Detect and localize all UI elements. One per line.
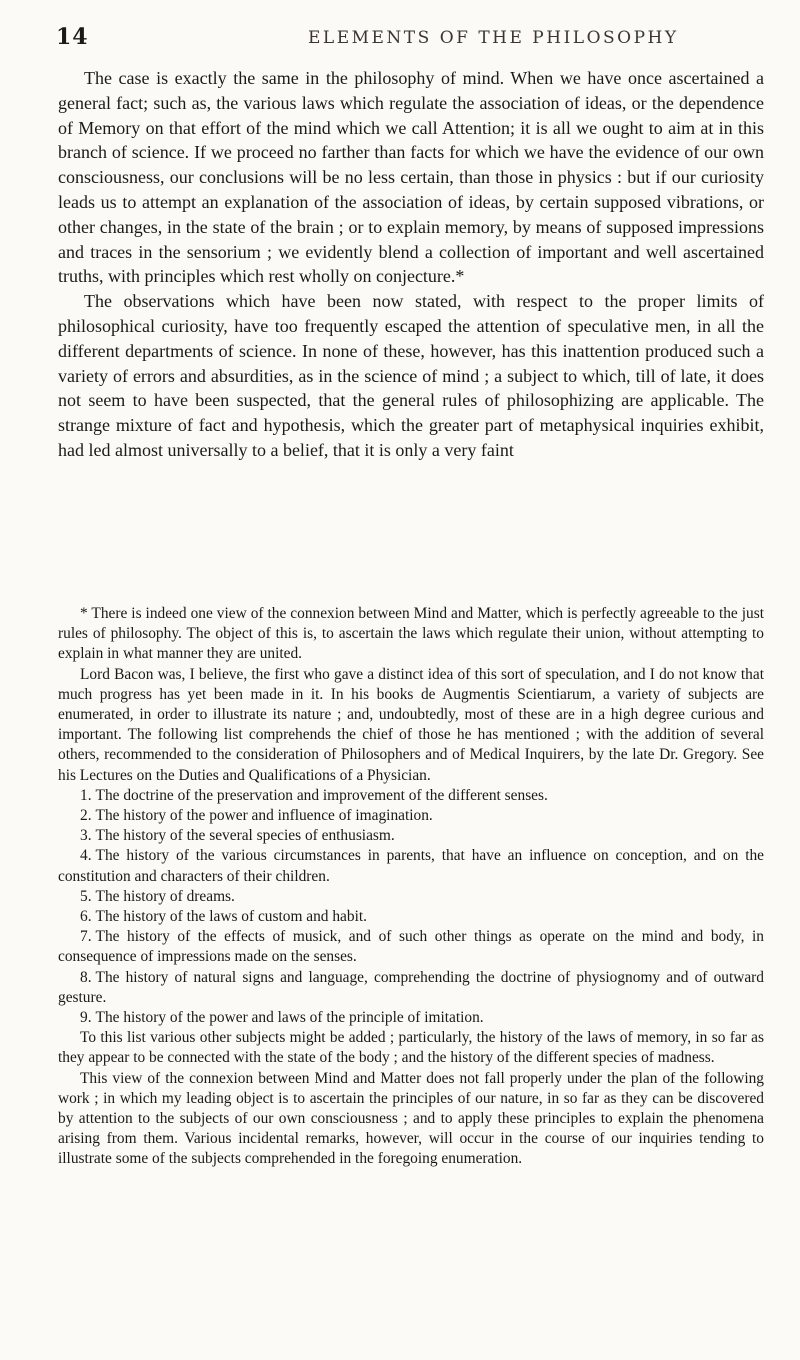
list-item-text: The history of the various circumstances in parents, that have an influence on conception, and on the constitution and characters of their children. — [58, 847, 764, 885]
list-item-number: 7. — [80, 928, 92, 946]
list-item — [58, 846, 764, 886]
list-item — [58, 806, 764, 826]
list-item-number: 3. — [80, 827, 92, 845]
list-item-number: 5. — [80, 887, 92, 905]
list-item-text: The history of the several species of enthusiasm. — [95, 827, 395, 845]
page-number: 14 — [56, 24, 89, 50]
list-item-text: The history of dreams. — [95, 887, 235, 905]
list-item — [58, 968, 764, 1008]
list-item-text: The history of the power and laws of the principle of imitation. — [95, 1009, 484, 1027]
list-item-text: The history of natural signs and language, comprehending the doctrine of physiognomy and of outward gesture. — [58, 968, 764, 1006]
list-item-number: 8. — [80, 968, 92, 986]
footnote-list — [58, 786, 764, 1028]
running-head: ELEMENTS OF THE PHILOSOPHY — [308, 28, 679, 48]
list-item-text: The history of the effects of musick, and of such other things as operate on the mind and body, in consequence of impressions made on the senses. — [58, 928, 764, 966]
paragraph: The observations which have been now stated, with respect to the proper limits of philosophical curiosity, have too frequently escaped the attention of speculative men, in all the different departments of science. In none of these, however, has this inattention produced such a variety of errors and absurdities, as in the science of mind ; a subject to which, till of late, it does not seem to have been suspected, that the general rules of philosophizing are applicable. The strange mixture of fact and hypothesis, which the greater part of metaphysical inquiries exhibit, had led almost universally to a belief, that it is only a very faint — [58, 291, 764, 460]
list-item — [58, 907, 764, 927]
list-item-number: 6. — [80, 908, 92, 926]
page-header — [56, 24, 776, 54]
list-item — [58, 786, 764, 806]
list-item — [58, 927, 764, 967]
list-item-number: 1. — [80, 786, 92, 804]
footnote-paragraph: This view of the connexion between Mind and Matter does not fall properly under the plan of the following work ; in which my leading object is to ascertain the principles of our nature, in so far as they can be discovered by attention to the subjects of our own consciousness ; and to apply these principles to explain the phenomena arising from them. Various incidental remarks, however, will occur in the course of our inquiries tending to illustrate some of the subjects comprehended in the foregoing enumeration. — [58, 1069, 764, 1168]
list-item-text: The history of the laws of custom and habit. — [95, 908, 367, 926]
footnote-paragraph: To this list various other subjects might be added ; particularly, the history of the laws of memory, in so far as they appear to be connected with the state of the body ; and the history of the different species of madness. — [58, 1029, 764, 1067]
body-text — [58, 66, 764, 463]
paragraph: The case is exactly the same in the philosophy of mind. When we have once ascertained a general fact; such as, the various laws which regulate the association of ideas, or the dependence of Memory on that effort of the mind which we call Attention; it is all we ought to aim at in this branch of science. If we proceed no farther than facts for which we have the evidence of our own consciousness, our conclusions will be no less certain, than those in physics : but if our curiosity leads us to attempt an explanation of the association of ideas, by certain supposed vibrations, or other changes, in the state of the brain ; or to explain memory, by means of supposed impressions and traces in the sensorium ; we evidently blend a collection of important and well ascertained truths, with principles which rest wholly on conjecture.* — [58, 68, 764, 287]
list-item — [58, 887, 764, 907]
footnote-paragraph: Lord Bacon was, I believe, the first who gave a distinct idea of this sort of speculation, and I do not know that much progress has yet been made in it. In his books de Augmentis Scientiarum, a variety of subjects are enumerated, in order to illustrate its nature ; and, undoubtedly, most of these are in a high degree curious and important. The following list comprehends the chief of those he has mentioned ; with the addition of several others, recommended to the consideration of Philosophers and of Medical Inquirers, by the late Dr. Gregory. See his Lectures on the Duties and Qualifications of a Physician. — [58, 665, 764, 784]
list-item-text: The history of the power and influence of imagination. — [95, 807, 433, 825]
list-item — [58, 826, 764, 846]
list-item-number: 2. — [80, 807, 92, 825]
list-item-number: 9. — [80, 1009, 92, 1027]
list-item — [58, 1008, 764, 1028]
footnote — [58, 604, 764, 1170]
footnote-paragraph: * There is indeed one view of the connexion between Mind and Matter, which is perfectly agreeable to the just rules of philosophy. The object of this is, to ascertain the laws which regulate their union, without attempting to explain in what manner they are united. — [58, 605, 764, 663]
list-item-text: The doctrine of the preservation and improvement of the different senses. — [95, 786, 548, 804]
list-item-number: 4. — [80, 847, 92, 865]
